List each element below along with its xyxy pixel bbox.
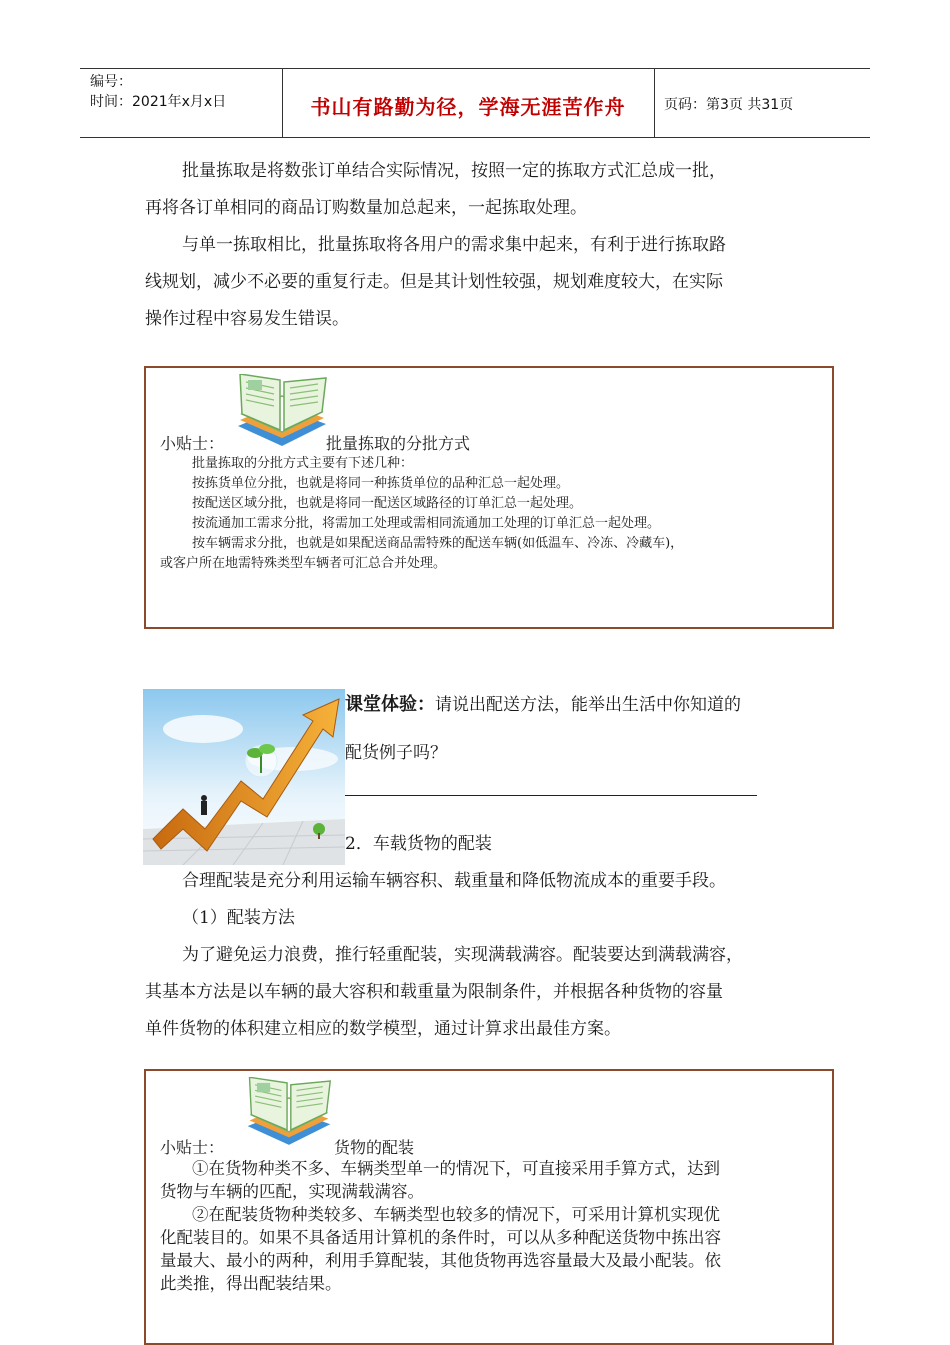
tip2-label: 小贴士： xyxy=(160,1138,225,1157)
class-exp-line1-wrap xyxy=(345,690,741,716)
body-p2-line3: 操作过程中容易发生错误。 xyxy=(145,309,349,329)
tip1-line: 按流通加工需求分批，将需加工处理或需相同流通加工处理的订单汇总一起处理。 xyxy=(192,516,661,531)
header-page-info: 页码：第3页 共31页 xyxy=(664,97,794,113)
header-left-cell xyxy=(80,69,283,137)
tip1-label: 小贴士： xyxy=(160,434,225,453)
body-p2-line2: 线规划，减少不必要的重复行走。但是其计划性较强，规划难度较大，在实际 xyxy=(145,272,723,292)
section2-p2-line1: 为了避免运力浪费，推行轻重配装，实现满载满容。配装要达到满载满容， xyxy=(182,945,743,965)
page-header xyxy=(80,68,870,138)
header-mid-cell xyxy=(282,69,655,137)
tip1-line: 按配送区域分批，也就是将同一配送区域路径的订单汇总一起处理。 xyxy=(192,496,583,511)
section2-p2-line2: 其基本方法是以车辆的最大容积和载重量为限制条件，并根据各种货物的容量 xyxy=(145,982,723,1002)
open-book-icon xyxy=(232,374,330,448)
body-p2-line1: 与单一拣取相比，批量拣取将各用户的需求集中起来，有利于进行拣取路 xyxy=(182,235,726,255)
tip2-title: 货物的配装 xyxy=(334,1138,415,1157)
body-p1-line2: 再将各订单相同的商品订购数量加总起来，一起拣取处理。 xyxy=(145,198,587,218)
section2-p2-line3: 单件货物的体积建立相应的数学模型，通过计算求出最佳方案。 xyxy=(145,1019,621,1039)
body-p1-line1: 批量拣取是将数张订单结合实际情况，按照一定的拣取方式汇总成一批， xyxy=(182,161,726,181)
class-exp-text: 请说出配送方法，能举出生活中你知道的 xyxy=(435,695,741,715)
header-right-cell xyxy=(654,69,870,137)
class-exp-line2: 配货例子吗？ xyxy=(345,743,447,763)
tip-box-loading xyxy=(144,1069,834,1345)
tip2-line: ①在货物种类不多、车辆类型单一的情况下，可直接采用手算方式，达到 xyxy=(192,1159,720,1178)
header-time: 时间：2021年x月x日 xyxy=(90,94,227,110)
header-motto: 书山有路勤为径，学海无涯苦作舟 xyxy=(310,95,626,119)
class-exp-label: 课堂体验： xyxy=(345,694,435,715)
header-id-label: 编号： xyxy=(90,74,132,90)
tip1-line: 或客户所在地需特殊类型车辆者可汇总合并处理。 xyxy=(160,556,447,571)
tip2-line: 量最大、最小的两种，利用手算配装，其他货物再选容量最大及最小配装。依 xyxy=(160,1251,721,1270)
tip1-title: 批量拣取的分批方式 xyxy=(326,434,471,453)
tip1-line: 批量拣取的分批方式主要有下述几种： xyxy=(192,456,414,471)
section2-p1: 合理配装是充分利用运输车辆容积、载重量和降低物流成本的重要手段。 xyxy=(182,871,726,891)
section2-subheading: （1）配装方法 xyxy=(182,908,295,928)
answer-blank-line xyxy=(345,795,757,796)
tip2-line: 货物与车辆的匹配，实现满载满容。 xyxy=(160,1182,424,1201)
section2-heading: 2．车载货物的配装 xyxy=(345,834,492,854)
tip1-line: 按车辆需求分批，也就是如果配送商品需特殊的配送车辆(如低温车、冷冻、冷藏车)， xyxy=(192,536,684,551)
growth-arrow-illustration xyxy=(143,689,345,865)
tip2-line: 此类推，得出配装结果。 xyxy=(160,1274,342,1293)
tip2-line: ②在配装货物种类较多、车辆类型也较多的情况下，可采用计算机实现优 xyxy=(192,1205,720,1224)
open-book-icon xyxy=(242,1077,334,1147)
tip2-line: 化配装目的。如果不具备适用计算机的条件时，可以从多种配送货物中拣出容 xyxy=(160,1228,721,1247)
tip1-line: 按拣货单位分批，也就是将同一种拣货单位的品种汇总一起处理。 xyxy=(192,476,570,491)
tip-box-batch xyxy=(144,366,834,629)
